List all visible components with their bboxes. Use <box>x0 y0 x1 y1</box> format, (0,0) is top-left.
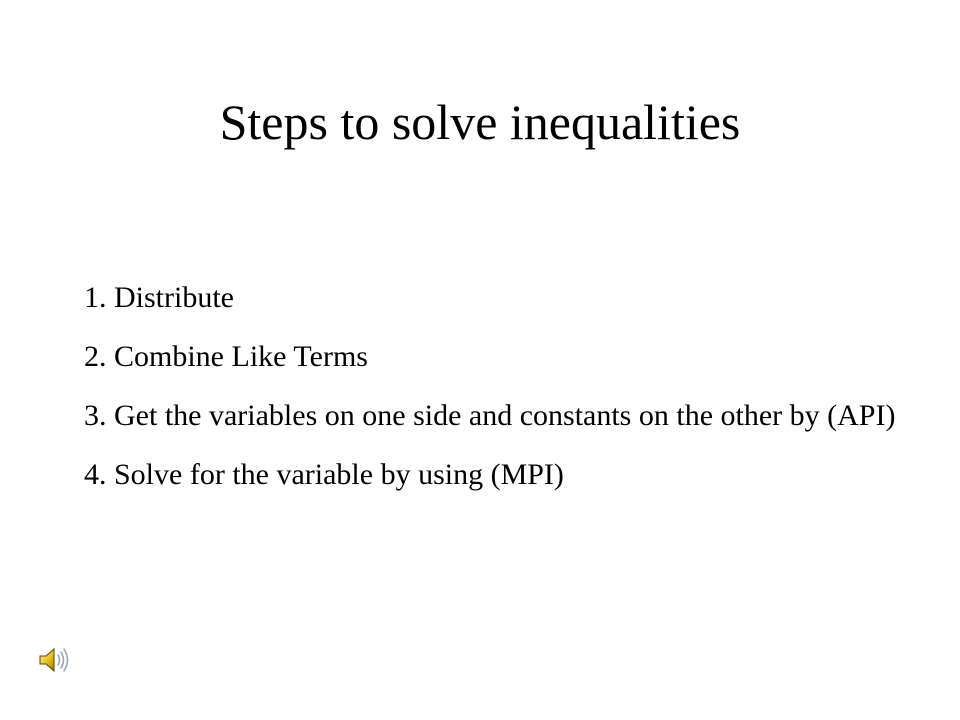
step-item-1: 1. Distribute <box>84 281 234 314</box>
step-item-3: 3. Get the variables on one side and constants on the other by (API) <box>84 399 896 432</box>
step-item-2: 2. Combine Like Terms <box>84 340 368 373</box>
step-item-4: 4. Solve for the variable by using (MPI) <box>84 458 564 491</box>
steps-list <box>84 280 904 516</box>
speaker-icon[interactable] <box>38 645 70 675</box>
slide-title: Steps to solve inequalities <box>219 94 741 150</box>
